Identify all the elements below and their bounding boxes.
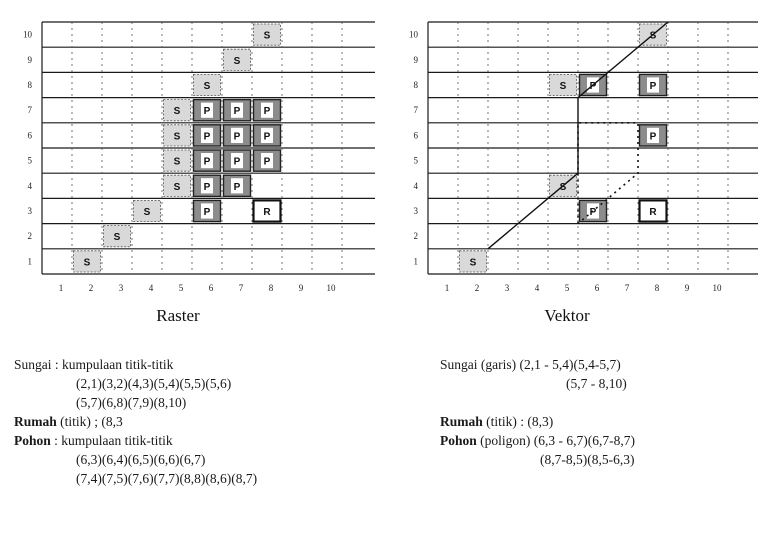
vector-cell-label: S <box>469 257 477 269</box>
vector-panel <box>409 22 758 293</box>
vector-x-tick: 2 <box>474 283 480 293</box>
vector-y-tick: 8 <box>413 80 418 90</box>
raster-cell-label: P <box>233 106 241 118</box>
raster-legend-pohon-text: : kumpulaan titik-titik <box>50 433 173 448</box>
vector-cell-label: P <box>649 131 657 143</box>
raster-y-tick: 9 <box>27 54 32 65</box>
raster-cell-label: P <box>203 106 211 118</box>
raster-cell-label: P <box>233 181 241 193</box>
raster-x-tick: 2 <box>88 283 94 293</box>
vector-legend-sungai <box>440 355 635 374</box>
raster-legend-sungai-line1: (2,1)(3,2)(4,3)(5,4)(5,5)(5,6) <box>76 376 232 391</box>
raster-x-tick: 1 <box>58 283 64 293</box>
raster-y-tick: 10 <box>23 29 32 40</box>
raster-title: Raster <box>156 306 200 325</box>
raster-x-tick: 10 <box>326 283 336 293</box>
raster-cell-label: S <box>263 30 271 42</box>
vector-legend-pohon-text: (poligon) (6,3 - 6,7)(6,7-8,7) <box>476 433 635 448</box>
raster-cell-label: P <box>263 156 271 168</box>
raster-legend-rumah <box>14 412 257 431</box>
raster-legend <box>14 355 257 488</box>
raster-cell-label: S <box>173 106 181 118</box>
raster-legend-rumah-label: Rumah <box>14 414 57 429</box>
raster-cell-label: P <box>203 207 211 218</box>
vector-cell-label: S <box>649 30 657 42</box>
vector-cell-label: P <box>649 81 657 92</box>
vector-y-tick: 1 <box>413 256 418 267</box>
vector-cell-label: P <box>589 207 597 218</box>
vector-legend <box>440 355 635 469</box>
raster-legend-pohon-line1: (6,3)(6,4)(6,5)(6,6)(6,7) <box>76 452 206 467</box>
vector-cell-label: P <box>589 81 597 92</box>
raster-y-tick: 6 <box>27 130 32 141</box>
raster-cell-label: P <box>233 131 241 143</box>
raster-cell-label: S <box>173 181 181 193</box>
raster-legend-pohon <box>14 431 257 450</box>
vector-cell-label: S <box>559 81 567 92</box>
raster-y-tick: 3 <box>27 206 32 216</box>
raster-cell-label: S <box>173 131 181 143</box>
vector-y-tick: 7 <box>413 105 418 116</box>
vector-legend-rumah-text: (titik) : (8,3) <box>482 414 554 429</box>
vector-x-tick: 5 <box>564 283 570 293</box>
raster-cell-label: S <box>203 81 211 92</box>
vector-y-tick: 9 <box>413 54 418 65</box>
vector-x-tick: 3 <box>504 283 510 293</box>
vector-x-tick: 1 <box>444 283 450 293</box>
vector-y-tick: 10 <box>409 29 418 40</box>
raster-cell-label: P <box>203 131 211 143</box>
raster-y-tick: 1 <box>27 256 32 267</box>
raster-x-tick: 6 <box>208 283 214 293</box>
raster-cell-label: S <box>113 232 121 244</box>
raster-y-tick: 2 <box>27 231 32 242</box>
vector-x-tick: 10 <box>712 283 722 293</box>
raster-x-tick: 7 <box>238 283 244 293</box>
vector-y-tick: 3 <box>413 206 418 216</box>
raster-y-tick: 7 <box>27 105 32 116</box>
vector-y-tick: 4 <box>413 180 418 191</box>
vector-legend-sungai-label: Sungai <box>440 357 478 372</box>
raster-y-tick: 8 <box>27 80 32 90</box>
vector-cell-label: S <box>559 181 567 193</box>
raster-cell-label: S <box>143 207 151 218</box>
vector-x-tick: 8 <box>654 283 660 293</box>
vector-y-tick: 2 <box>413 231 418 242</box>
raster-cell-label: P <box>263 106 271 118</box>
raster-x-tick: 9 <box>298 283 304 293</box>
raster-legend-sungai-line2: (5,7)(6,8)(7,9)(8,10) <box>76 395 187 410</box>
vector-y-tick: 6 <box>413 130 418 141</box>
vector-legend-sungai-line1: (5,7 - 8,10) <box>566 376 627 391</box>
vector-y-tick: 5 <box>413 155 418 166</box>
raster-x-tick: 5 <box>178 283 184 293</box>
vector-legend-pohon <box>440 431 635 450</box>
raster-legend-rumah-text: (titik) ; (8,3 <box>56 414 123 429</box>
raster-legend-pohon-line2: (7,4)(7,5)(7,6)(7,7)(8,8)(8,6)(8,7) <box>76 471 258 486</box>
raster-cell-label: S <box>173 156 181 168</box>
raster-y-tick: 5 <box>27 155 32 166</box>
raster-cell-label: S <box>83 257 91 269</box>
raster-cell-label: P <box>203 156 211 168</box>
raster-legend-pohon-label: Pohon <box>14 433 51 448</box>
raster-x-tick: 4 <box>148 283 154 293</box>
raster-legend-sungai <box>14 355 257 374</box>
vector-legend-pohon-label: Pohon <box>440 433 477 448</box>
raster-cell-label: P <box>263 131 271 143</box>
raster-cell-label: R <box>263 207 271 218</box>
raster-x-tick: 8 <box>268 283 274 293</box>
vector-cell-label: R <box>649 207 657 218</box>
vector-legend-sungai-text: (garis) (2,1 - 5,4)(5,4-5,7) <box>477 357 621 372</box>
vector-legend-rumah-label: Rumah <box>440 414 483 429</box>
raster-cell-label: S <box>233 55 241 67</box>
vector-x-tick: 6 <box>594 283 600 293</box>
vector-legend-rumah <box>440 412 635 431</box>
raster-legend-sungai-label: Sungai <box>14 357 52 372</box>
raster-panel <box>23 22 375 293</box>
vector-x-tick: 9 <box>684 283 690 293</box>
vector-legend-pohon-line1: (8,7-8,5)(8,5-6,3) <box>540 452 635 467</box>
vector-x-tick: 4 <box>534 283 540 293</box>
raster-x-tick: 3 <box>118 283 124 293</box>
raster-cell-label: P <box>203 181 211 193</box>
vector-x-tick: 7 <box>624 283 630 293</box>
raster-legend-sungai-text: : kumpulaan titik-titik <box>51 357 174 372</box>
raster-cell-label: P <box>233 156 241 168</box>
raster-y-tick: 4 <box>27 180 32 191</box>
vector-title: Vektor <box>544 306 590 325</box>
